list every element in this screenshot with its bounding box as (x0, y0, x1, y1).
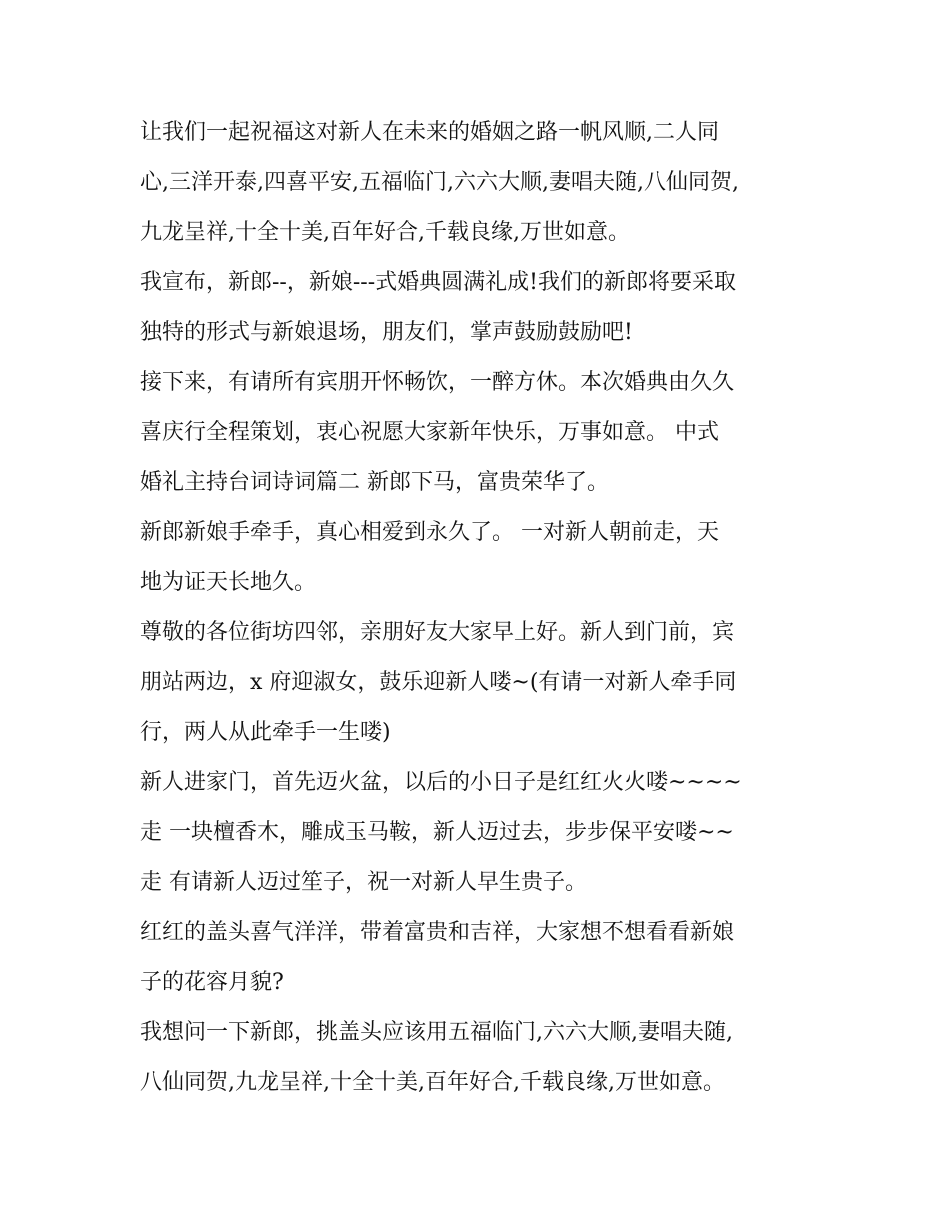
paragraph-2 (140, 258, 820, 358)
paragraph-6 (140, 758, 820, 908)
text-line: 我宣布，新郎--，新娘---式婚典圆满礼成!我们的新郎将要采取 (140, 270, 737, 295)
text-line: 走 有请新人迈过笙子，祝一对新人早生贵子。 (140, 870, 587, 895)
text-line: 独特的形式与新娘退场，朋友们，掌声鼓励鼓励吧! (140, 320, 633, 345)
text-line: 走 一块檀香木，雕成玉马鞍，新人迈过去，步步保平安喽~~ (140, 820, 734, 845)
text-line: 我想问一下新郎，挑盖头应该用五福临门,六六大顺,妻唱夫随, (140, 1020, 733, 1045)
paragraph-4 (140, 508, 820, 608)
paragraph-5 (140, 608, 820, 758)
text-line: 八仙同贺,九龙呈祥,十全十美,百年好合,千载良缘,万世如意。 (140, 1070, 725, 1095)
text-line: 子的花容月貌? (140, 970, 284, 995)
text-line: 接下来，有请所有宾朋开怀畅饮，一醉方休。本次婚典由久久 (140, 370, 735, 395)
text-line: 九龙呈祥,十全十美,百年好合,千载良缘,万世如意。 (140, 220, 630, 245)
text-line: 婚礼主持台词诗词篇二 新郎下马，富贵荣华了。 (140, 470, 609, 495)
paragraph-7 (140, 908, 820, 1008)
paragraph-8 (140, 1008, 820, 1108)
text-line: 让我们一起祝福这对新人在未来的婚姻之路一帆风顺,二人同 (140, 120, 719, 145)
text-line: 心,三洋开泰,四喜平安,五福临门,六六大顺,妻唱夫随,八仙同贺, (140, 170, 739, 195)
paragraph-3 (140, 358, 820, 508)
text-line: 朋站两边，x 府迎淑女，鼓乐迎新人喽~(有请一对新人牵手同 (140, 670, 737, 695)
paragraph-1 (140, 108, 820, 258)
text-line: 行，两人从此牵手一生喽) (140, 720, 391, 745)
text-line: 喜庆行全程策划，衷心祝愿大家新年快乐，万事如意。 中式 (140, 420, 719, 445)
document-body (140, 108, 820, 1108)
text-line: 地为证天长地久。 (140, 570, 317, 595)
text-line: 新郎新娘手牵手，真心相爱到永久了。 一对新人朝前走，天 (140, 520, 719, 545)
text-line: 新人进家门，首先迈火盆，以后的小日子是红红火火喽~~~~ (140, 770, 742, 795)
text-line: 红红的盖头喜气洋洋，带着富贵和吉祥，大家想不想看看新娘 (140, 920, 735, 945)
text-line: 尊敬的各位街坊四邻，亲朋好友大家早上好。新人到门前，宾 (140, 620, 735, 645)
